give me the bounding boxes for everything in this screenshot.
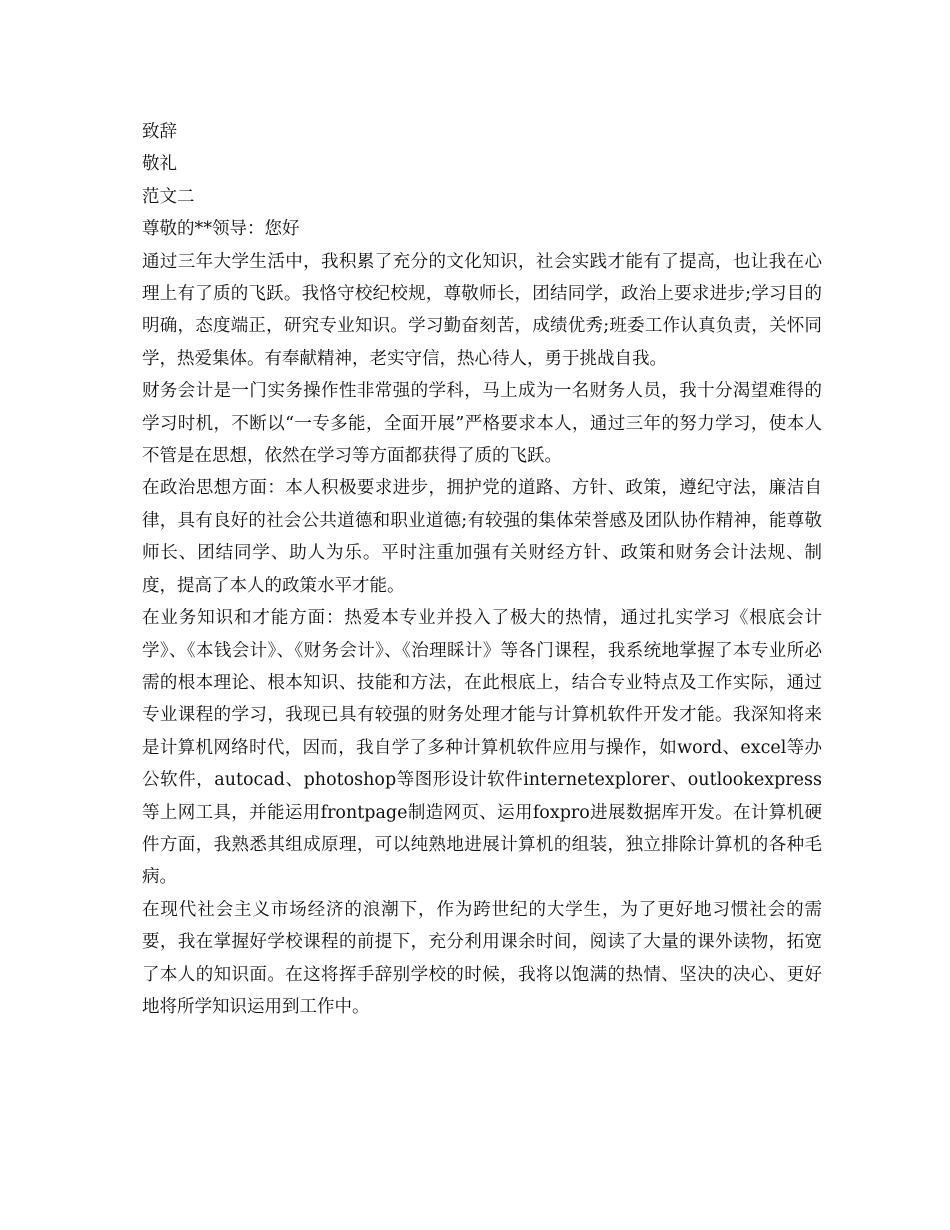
paragraph-political: 在政治思想方面：本人积极要求进步，拥护党的道路、方针、政策，遵纪守法，廉洁自律，具有良好的社会公共道德和职业道德;有较强的集体荣誉感及团队协作精神，能尊敬师长、团结同学、助人为乐。平时注重加强有关财经方针、政策和财务会计法规、制度，提高了本人的政策水平才能。 xyxy=(142,478,822,596)
closing-salute: 敬礼 xyxy=(142,154,177,175)
paragraph-social-development: 在现代社会主义市场经济的浪潮下，作为跨世纪的大学生，为了更好地习惯社会的需要，我在掌握好学校课程的前提下，充分利用课余时间，阅读了大量的课外读物，拓宽了本人的知识面。在这将挥手辞别学校的时候，我将以饱满的热情、坚决的决心、更好地将所学知识运用到工作中。 xyxy=(142,899,822,1017)
paragraph-accounting: 财务会计是一门实务操作性非常强的学科，马上成为一名财务人员，我十分渴望难得的学习时机，不断以“一专多能，全面开展”严格要求本人，通过三年的努力学习，使本人不管是在思想，依然在学习等方面都获得了质的飞跃。 xyxy=(142,381,822,467)
document-body xyxy=(142,116,822,1023)
section-title: 范文二 xyxy=(142,186,195,207)
salutation: 尊敬的**领导：您好 xyxy=(142,219,300,240)
closing-line: 致辞 xyxy=(142,122,177,142)
paragraph-professional-skills: 在业务知识和才能方面：热爱本专业并投入了极大的热情，通过扎实学习《根底会计学》、《本钱会计》、《财务会计》、《治理睬计》等各门课程，我系统地掌握了本专业所必需的根本理论、根本知识、技能和方法，在此根底上，结合专业特点及工作实际，通过专业课程的学习，我现已具有较强的财务处理才能与计算机软件开发才能。我深知将来是计算机网络时代，因而，我自学了多种计算机软件应用与操作，如word、excel等办公软件，autocad、photoshop等图形设计软件internetexplorer、outlookexpress等上网工具，并能运用frontpage制造网页、运用foxpro进展数据库开发。在计算机硬件方面，我熟悉其组成原理，可以纯熟地进展计算机的组装，独立排除计算机的各种毛病。 xyxy=(142,608,822,888)
paragraph-study-life: 通过三年大学生活中，我积累了充分的文化知识，社会实践才能有了提高，也让我在心理上有了质的飞跃。我恪守校纪校规，尊敬师长，团结同学，政治上要求进步;学习目的明确，态度端正，研究专业知识。学习勤奋刻苦，成绩优秀;班委工作认真负责，关怀同学，热爱集体。有奉献精神，老实守信，热心待人，勇于挑战自我。 xyxy=(142,251,822,369)
